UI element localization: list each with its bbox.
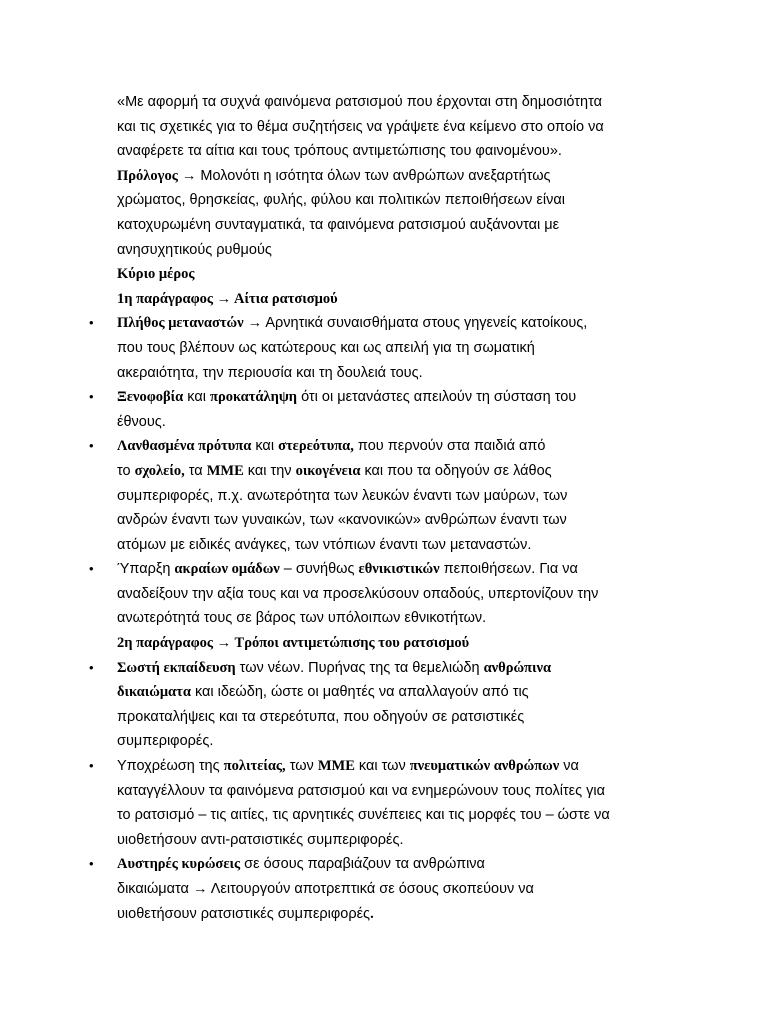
bullet-continuation: ακεραιότητα, την περιουσία και τη δουλειά τους. xyxy=(117,364,423,381)
bullet-item: • Αυστηρές κυρώσεις σε όσους παραβιάζουν τα ανθρώπινα xyxy=(0,852,768,877)
bullet-continuation: υιοθετήσουν ρατσιστικές συμπεριφορές. xyxy=(117,905,374,922)
bullet-item: • Ύπαρξη ακραίων ομάδων – συνήθως εθνικιστικών πεποιθήσεων. Για να xyxy=(0,557,768,582)
bullet-item: • Υποχρέωση της πολιτείας, των ΜΜΕ και των πνευματικών ανθρώπων να xyxy=(0,754,768,779)
bullet-icon: • xyxy=(89,758,94,774)
bullet-item: • Πλήθος μεταναστών → Αρνητικά συναισθήματα στους γηγενείς κατοίκους, xyxy=(0,311,768,336)
bullet-continuation: δικαιώματα και ιδεώδη, ώστε οι μαθητές να απαλλαγούν από τις xyxy=(117,684,529,701)
bullet-continuation: προκαταλήψεις και τα στερεότυπα, που οδηγούν σε ρατσιστικές xyxy=(117,708,525,725)
intro-line: και τις σχετικές για το θέμα συζητήσεις να γράψετε ένα κείμενο στο οποίο να xyxy=(117,118,604,135)
bullet-item: • Λανθασμένα πρότυπα και στερεότυπα, που περνούν στα παιδιά από xyxy=(0,434,768,459)
paragraph2-heading: 2η παράγραφος → Τρόποι αντιμετώπισης του ρατσισμού xyxy=(117,635,470,652)
paragraph1-heading: 1η παράγραφος → Αίτια ρατσισμού xyxy=(117,290,338,307)
prologue-line: ανησυχητικούς ρυθμούς xyxy=(117,241,272,258)
bullet-icon: • xyxy=(89,315,94,331)
bullet-continuation: το σχολείο, τα ΜΜΕ και την οικογένεια και που τα οδηγούν σε λάθος xyxy=(117,462,552,479)
bullet-continuation: ανδρών έναντι των γυναικών, των «κανονικών» ανθρώπων έναντι των xyxy=(117,512,567,529)
bullet-continuation: συμπεριφορές, π.χ. ανωτερότητα των λευκών έναντι των μαύρων, των xyxy=(117,487,568,504)
bullet-item: • Ξενοφοβία και προκατάληψη ότι οι μετανάστες απειλούν τη σύσταση του xyxy=(0,385,768,410)
bullet-item: • Σωστή εκπαίδευση των νέων. Πυρήνας της τα θεμελιώδη ανθρώπινα xyxy=(0,656,768,681)
intro-line: αναφέρετε τα αίτια και τους τρόπους αντιμετώπισης του φαινομένου». xyxy=(117,143,562,160)
main-heading: Κύριο μέρος xyxy=(117,266,195,283)
intro-line: «Με αφορμή τα συχνά φαινόμενα ρατσισμού που έρχονται στη δημοσιότητα xyxy=(117,94,602,110)
bullet-continuation: ατόμων με ειδικές ανάγκες, των ντόπιων έναντι των μεταναστών. xyxy=(117,536,532,553)
prologue-label: Πρόλογος xyxy=(117,167,178,184)
bullet-continuation: καταγγέλλουν τα φαινόμενα ρατσισμού και να ενημερώνουν τους πολίτες για xyxy=(117,782,605,799)
bullet-icon: • xyxy=(89,659,94,675)
bullet-icon: • xyxy=(89,389,94,405)
prologue-line: χρώματος, θρησκείας, φυλής, φύλου και πολιτικών πεποιθήσεων είναι xyxy=(117,192,565,209)
prologue-line: κατοχυρωμένη συνταγματικά, τα φαινόμενα ρατσισμού αυξάνονται με xyxy=(117,216,560,233)
bullet-continuation: δικαιώματα → Λειτουργούν αποτρεπτικά σε όσους σκοπεύουν να xyxy=(117,881,534,897)
bullet-continuation: το ρατσισμό – τις αιτίες, τις αρνητικές συνέπειες και τις μορφές του – ώστε να xyxy=(117,807,610,824)
bullet-continuation: έθνους. xyxy=(117,413,166,430)
bullet-icon: • xyxy=(89,438,94,454)
bullet-continuation: αναδείξουν την αξία τους και να προσελκύσουν οπαδούς, υπερτονίζουν την xyxy=(117,585,599,602)
bullet-continuation: υιοθετήσουν αντι-ρατσιστικές συμπεριφορές. xyxy=(117,831,404,848)
bullet-continuation: ανωτερότητά τους σε βάρος των υπόλοιπων εθνικοτήτων. xyxy=(117,610,487,627)
bullet-icon: • xyxy=(89,856,94,872)
document-page xyxy=(0,90,768,926)
bullet-continuation: συμπεριφορές. xyxy=(117,733,214,750)
bullet-icon: • xyxy=(89,561,94,577)
prologue-line: Πρόλογος → Μολονότι η ισότητα όλων των ανθρώπων ανεξαρτήτως xyxy=(117,167,551,184)
bullet-continuation: που τους βλέπουν ως κατώτερους και ως απειλή για τη σωματική xyxy=(117,339,535,356)
